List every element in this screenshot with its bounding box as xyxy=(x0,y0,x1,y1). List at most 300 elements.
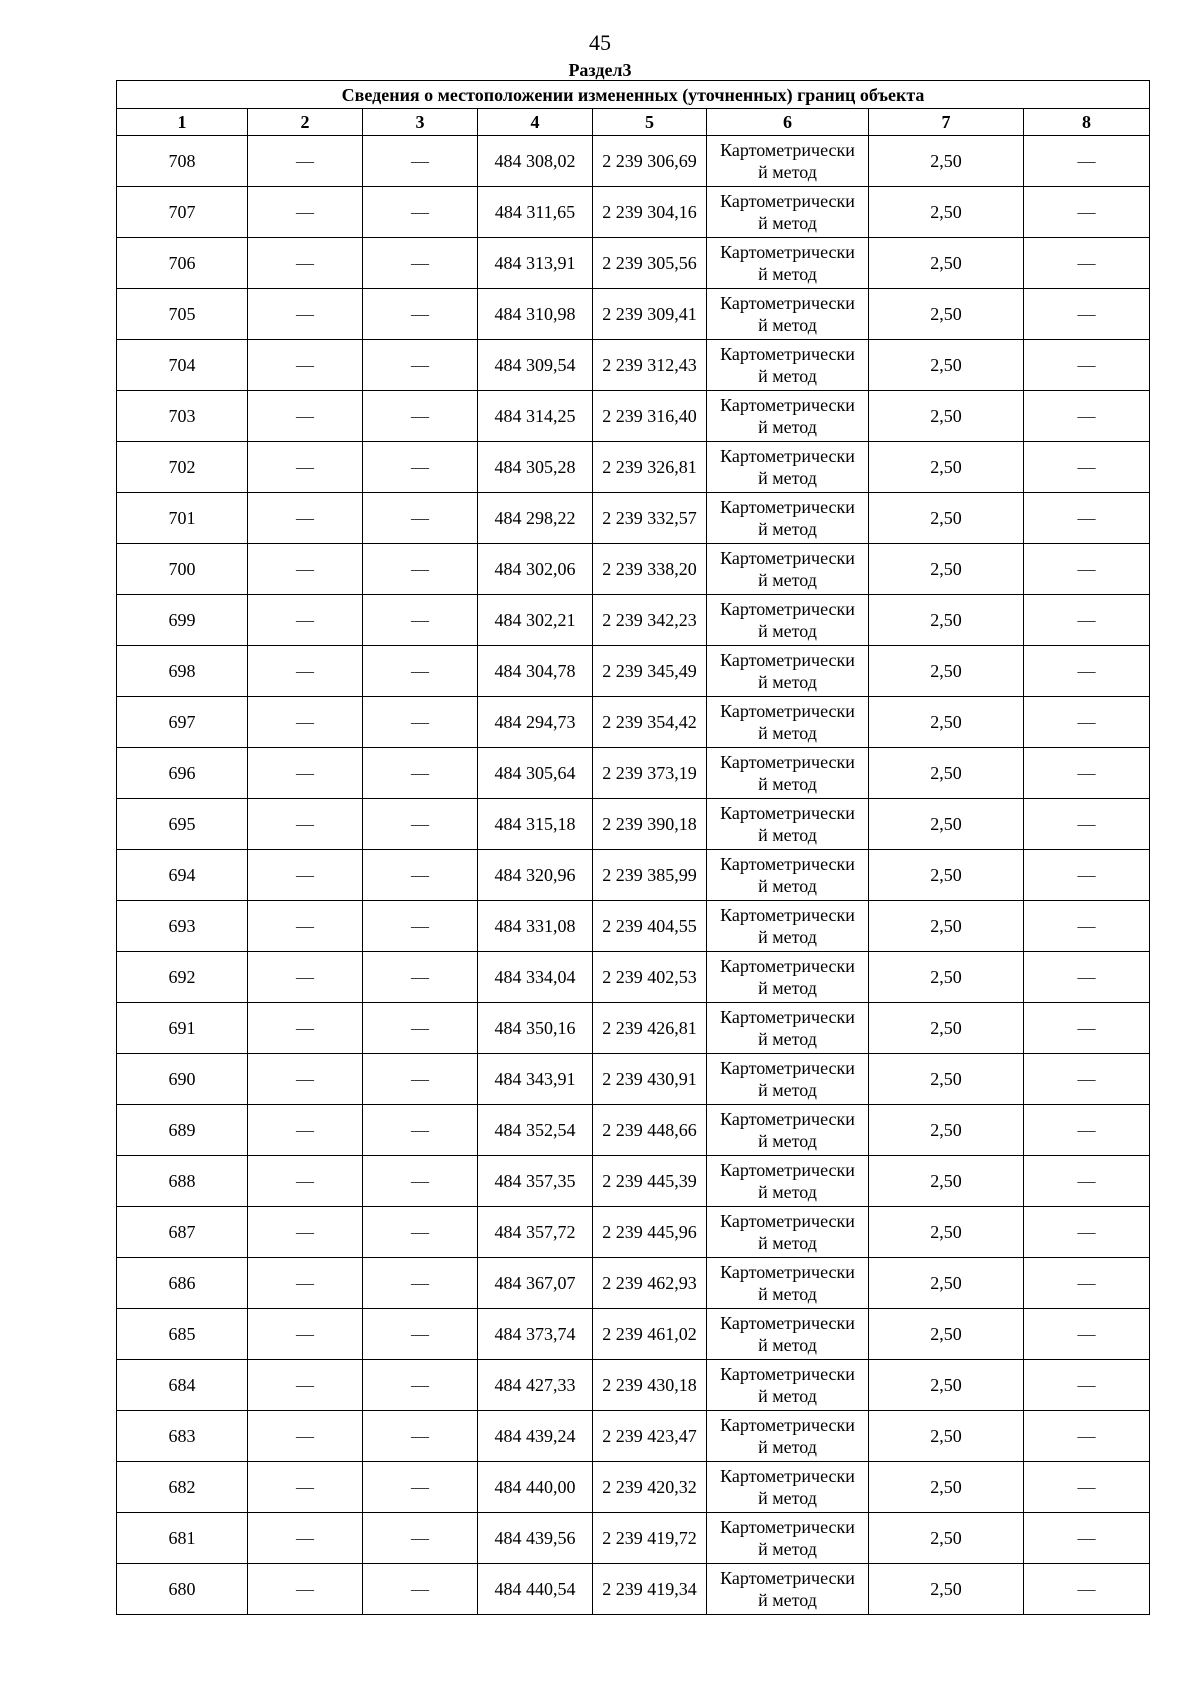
x-coordinate-cell: 484 373,74 xyxy=(478,1309,593,1360)
accuracy-cell: 2,50 xyxy=(869,799,1024,850)
y-coordinate-cell: 2 239 316,40 xyxy=(593,391,707,442)
method-line1: Картометрически xyxy=(720,1517,855,1537)
point-number-cell: 686 xyxy=(117,1258,248,1309)
dash-cell: — xyxy=(248,697,363,748)
method-cell xyxy=(707,289,869,340)
dash-cell: — xyxy=(248,595,363,646)
dash-cell: — xyxy=(1024,1564,1150,1615)
y-coordinate-cell: 2 239 332,57 xyxy=(593,493,707,544)
method-cell xyxy=(707,850,869,901)
dash-cell: — xyxy=(248,1207,363,1258)
dash-cell: — xyxy=(1024,1513,1150,1564)
table-title-row xyxy=(117,81,1150,109)
accuracy-cell: 2,50 xyxy=(869,1003,1024,1054)
dash-cell: — xyxy=(248,1411,363,1462)
method-line2: й метод xyxy=(758,213,817,233)
y-coordinate-cell: 2 239 305,56 xyxy=(593,238,707,289)
dash-cell: — xyxy=(363,1513,478,1564)
x-coordinate-cell: 484 313,91 xyxy=(478,238,593,289)
dash-cell: — xyxy=(1024,799,1150,850)
dash-cell: — xyxy=(363,544,478,595)
table-row xyxy=(117,952,1150,1003)
dash-cell: — xyxy=(363,1360,478,1411)
method-line2: й метод xyxy=(758,1437,817,1457)
point-number-cell: 706 xyxy=(117,238,248,289)
y-coordinate-cell: 2 239 306,69 xyxy=(593,136,707,187)
x-coordinate-cell: 484 305,28 xyxy=(478,442,593,493)
method-line1: Картометрически xyxy=(720,803,855,823)
y-coordinate-cell: 2 239 448,66 xyxy=(593,1105,707,1156)
method-line2: й метод xyxy=(758,723,817,743)
point-number-cell: 681 xyxy=(117,1513,248,1564)
point-number-cell: 691 xyxy=(117,1003,248,1054)
table-row xyxy=(117,544,1150,595)
dash-cell: — xyxy=(363,1258,478,1309)
y-coordinate-cell: 2 239 419,72 xyxy=(593,1513,707,1564)
y-coordinate-cell: 2 239 420,32 xyxy=(593,1462,707,1513)
dash-cell: — xyxy=(1024,391,1150,442)
point-number-cell: 690 xyxy=(117,1054,248,1105)
x-coordinate-cell: 484 352,54 xyxy=(478,1105,593,1156)
dash-cell: — xyxy=(363,901,478,952)
dash-cell: — xyxy=(248,952,363,1003)
y-coordinate-cell: 2 239 404,55 xyxy=(593,901,707,952)
method-line2: й метод xyxy=(758,672,817,692)
y-coordinate-cell: 2 239 312,43 xyxy=(593,340,707,391)
dash-cell: — xyxy=(363,952,478,1003)
dash-cell: — xyxy=(248,1156,363,1207)
method-line1: Картометрически xyxy=(720,1109,855,1129)
method-cell xyxy=(707,1105,869,1156)
dash-cell: — xyxy=(363,238,478,289)
y-coordinate-cell: 2 239 354,42 xyxy=(593,697,707,748)
table-row xyxy=(117,340,1150,391)
method-line1: Картометрически xyxy=(720,956,855,976)
x-coordinate-cell: 484 320,96 xyxy=(478,850,593,901)
point-number-cell: 707 xyxy=(117,187,248,238)
method-line2: й метод xyxy=(758,264,817,284)
accuracy-cell: 2,50 xyxy=(869,1462,1024,1513)
dash-cell: — xyxy=(1024,1462,1150,1513)
point-number-cell: 688 xyxy=(117,1156,248,1207)
x-coordinate-cell: 484 357,35 xyxy=(478,1156,593,1207)
point-number-cell: 695 xyxy=(117,799,248,850)
dash-cell: — xyxy=(1024,442,1150,493)
dash-cell: — xyxy=(363,493,478,544)
dash-cell: — xyxy=(248,646,363,697)
accuracy-cell: 2,50 xyxy=(869,1513,1024,1564)
dash-cell: — xyxy=(248,544,363,595)
dash-cell: — xyxy=(248,1054,363,1105)
method-line2: й метод xyxy=(758,774,817,794)
accuracy-cell: 2,50 xyxy=(869,1207,1024,1258)
method-cell xyxy=(707,1207,869,1258)
dash-cell: — xyxy=(1024,1360,1150,1411)
dash-cell: — xyxy=(248,1564,363,1615)
y-coordinate-cell: 2 239 373,19 xyxy=(593,748,707,799)
dash-cell: — xyxy=(248,289,363,340)
x-coordinate-cell: 484 308,02 xyxy=(478,136,593,187)
method-line2: й метод xyxy=(758,1488,817,1508)
dash-cell: — xyxy=(363,799,478,850)
method-cell xyxy=(707,1360,869,1411)
y-coordinate-cell: 2 239 338,20 xyxy=(593,544,707,595)
table-row xyxy=(117,748,1150,799)
method-cell xyxy=(707,595,869,646)
y-coordinate-cell: 2 239 402,53 xyxy=(593,952,707,1003)
dash-cell: — xyxy=(1024,1411,1150,1462)
dash-cell: — xyxy=(248,850,363,901)
accuracy-cell: 2,50 xyxy=(869,595,1024,646)
method-line2: й метод xyxy=(758,621,817,641)
table-title: Сведения о местоположении измененных (уточненных) границ объекта xyxy=(117,81,1150,109)
x-coordinate-cell: 484 315,18 xyxy=(478,799,593,850)
method-line2: й метод xyxy=(758,366,817,386)
method-line1: Картометрически xyxy=(720,242,855,262)
accuracy-cell: 2,50 xyxy=(869,1258,1024,1309)
method-line2: й метод xyxy=(758,162,817,182)
dash-cell: — xyxy=(363,289,478,340)
x-coordinate-cell: 484 367,07 xyxy=(478,1258,593,1309)
y-coordinate-cell: 2 239 430,91 xyxy=(593,1054,707,1105)
method-line1: Картометрически xyxy=(720,854,855,874)
table-row xyxy=(117,1309,1150,1360)
method-line1: Картометрически xyxy=(720,1466,855,1486)
dash-cell: — xyxy=(1024,340,1150,391)
dash-cell: — xyxy=(363,697,478,748)
method-line1: Картометрически xyxy=(720,497,855,517)
table-row xyxy=(117,697,1150,748)
point-number-cell: 696 xyxy=(117,748,248,799)
method-line1: Картометрически xyxy=(720,1160,855,1180)
x-coordinate-cell: 484 440,54 xyxy=(478,1564,593,1615)
table-row xyxy=(117,1513,1150,1564)
method-line2: й метод xyxy=(758,1233,817,1253)
point-number-cell: 698 xyxy=(117,646,248,697)
accuracy-cell: 2,50 xyxy=(869,289,1024,340)
table-row xyxy=(117,1054,1150,1105)
table-row xyxy=(117,901,1150,952)
dash-cell: — xyxy=(1024,289,1150,340)
dash-cell: — xyxy=(363,340,478,391)
table-row xyxy=(117,595,1150,646)
dash-cell: — xyxy=(363,1462,478,1513)
method-line1: Картометрически xyxy=(720,599,855,619)
method-line2: й метод xyxy=(758,1080,817,1100)
table-row xyxy=(117,1564,1150,1615)
method-cell xyxy=(707,1411,869,1462)
method-line2: й метод xyxy=(758,315,817,335)
accuracy-cell: 2,50 xyxy=(869,748,1024,799)
dash-cell: — xyxy=(248,340,363,391)
accuracy-cell: 2,50 xyxy=(869,391,1024,442)
x-coordinate-cell: 484 439,56 xyxy=(478,1513,593,1564)
accuracy-cell: 2,50 xyxy=(869,1360,1024,1411)
method-cell xyxy=(707,697,869,748)
method-line1: Картометрически xyxy=(720,395,855,415)
dash-cell: — xyxy=(363,646,478,697)
dash-cell: — xyxy=(1024,544,1150,595)
y-coordinate-cell: 2 239 385,99 xyxy=(593,850,707,901)
dash-cell: — xyxy=(1024,850,1150,901)
x-coordinate-cell: 484 427,33 xyxy=(478,1360,593,1411)
page-number: 45 xyxy=(589,30,611,55)
accuracy-cell: 2,50 xyxy=(869,646,1024,697)
table-body xyxy=(117,136,1150,1615)
table-row xyxy=(117,646,1150,697)
method-line1: Картометрически xyxy=(720,650,855,670)
table-row xyxy=(117,850,1150,901)
method-cell xyxy=(707,1003,869,1054)
point-number-cell: 692 xyxy=(117,952,248,1003)
method-cell xyxy=(707,646,869,697)
method-line2: й метод xyxy=(758,1386,817,1406)
method-line1: Картометрически xyxy=(720,905,855,925)
x-coordinate-cell: 484 309,54 xyxy=(478,340,593,391)
x-coordinate-cell: 484 305,64 xyxy=(478,748,593,799)
dash-cell: — xyxy=(248,391,363,442)
dash-cell: — xyxy=(363,850,478,901)
method-cell xyxy=(707,238,869,289)
method-line1: Картометрически xyxy=(720,1058,855,1078)
point-number-cell: 705 xyxy=(117,289,248,340)
table-row xyxy=(117,799,1150,850)
method-line1: Картометрически xyxy=(720,1007,855,1027)
dash-cell: — xyxy=(363,1105,478,1156)
method-cell xyxy=(707,1054,869,1105)
table-row xyxy=(117,442,1150,493)
dash-cell: — xyxy=(1024,901,1150,952)
dash-cell: — xyxy=(248,1462,363,1513)
method-line2: й метод xyxy=(758,1131,817,1151)
y-coordinate-cell: 2 239 304,16 xyxy=(593,187,707,238)
point-number-cell: 694 xyxy=(117,850,248,901)
y-coordinate-cell: 2 239 461,02 xyxy=(593,1309,707,1360)
x-coordinate-cell: 484 311,65 xyxy=(478,187,593,238)
dash-cell: — xyxy=(363,136,478,187)
method-cell xyxy=(707,442,869,493)
accuracy-cell: 2,50 xyxy=(869,1054,1024,1105)
table-row xyxy=(117,1360,1150,1411)
x-coordinate-cell: 484 440,00 xyxy=(478,1462,593,1513)
accuracy-cell: 2,50 xyxy=(869,238,1024,289)
method-cell xyxy=(707,544,869,595)
dash-cell: — xyxy=(1024,646,1150,697)
table-row xyxy=(117,493,1150,544)
dash-cell: — xyxy=(1024,238,1150,289)
y-coordinate-cell: 2 239 390,18 xyxy=(593,799,707,850)
method-cell xyxy=(707,187,869,238)
method-line1: Картометрически xyxy=(720,701,855,721)
method-cell xyxy=(707,1309,869,1360)
dash-cell: — xyxy=(1024,595,1150,646)
dash-cell: — xyxy=(1024,1309,1150,1360)
dash-cell: — xyxy=(1024,952,1150,1003)
table-row xyxy=(117,1003,1150,1054)
dash-cell: — xyxy=(248,1513,363,1564)
dash-cell: — xyxy=(1024,493,1150,544)
dash-cell: — xyxy=(1024,187,1150,238)
table-row xyxy=(117,1258,1150,1309)
point-number-cell: 693 xyxy=(117,901,248,952)
x-coordinate-cell: 484 439,24 xyxy=(478,1411,593,1462)
method-line1: Картометрически xyxy=(720,191,855,211)
method-cell xyxy=(707,1564,869,1615)
dash-cell: — xyxy=(363,391,478,442)
accuracy-cell: 2,50 xyxy=(869,544,1024,595)
column-number: 7 xyxy=(869,109,1024,136)
method-line1: Картометрически xyxy=(720,548,855,568)
method-line2: й метод xyxy=(758,1590,817,1610)
method-line1: Картометрически xyxy=(720,1262,855,1282)
y-coordinate-cell: 2 239 309,41 xyxy=(593,289,707,340)
dash-cell: — xyxy=(248,1258,363,1309)
x-coordinate-cell: 484 298,22 xyxy=(478,493,593,544)
method-line2: й метод xyxy=(758,570,817,590)
accuracy-cell: 2,50 xyxy=(869,1411,1024,1462)
x-coordinate-cell: 484 294,73 xyxy=(478,697,593,748)
dash-cell: — xyxy=(363,442,478,493)
method-line1: Картометрически xyxy=(720,1211,855,1231)
accuracy-cell: 2,50 xyxy=(869,493,1024,544)
accuracy-cell: 2,50 xyxy=(869,697,1024,748)
accuracy-cell: 2,50 xyxy=(869,442,1024,493)
point-number-cell: 684 xyxy=(117,1360,248,1411)
dash-cell: — xyxy=(1024,748,1150,799)
y-coordinate-cell: 2 239 445,39 xyxy=(593,1156,707,1207)
accuracy-cell: 2,50 xyxy=(869,850,1024,901)
dash-cell: — xyxy=(248,442,363,493)
method-line2: й метод xyxy=(758,927,817,947)
method-line2: й метод xyxy=(758,519,817,539)
accuracy-cell: 2,50 xyxy=(869,901,1024,952)
dash-cell: — xyxy=(363,1411,478,1462)
table-row xyxy=(117,391,1150,442)
accuracy-cell: 2,50 xyxy=(869,952,1024,1003)
dash-cell: — xyxy=(1024,1003,1150,1054)
method-cell xyxy=(707,901,869,952)
dash-cell: — xyxy=(1024,1054,1150,1105)
dash-cell: — xyxy=(363,1207,478,1258)
method-line1: Картометрически xyxy=(720,1415,855,1435)
dash-cell: — xyxy=(1024,697,1150,748)
dash-cell: — xyxy=(248,238,363,289)
method-line1: Картометрически xyxy=(720,293,855,313)
method-line2: й метод xyxy=(758,978,817,998)
method-cell xyxy=(707,1156,869,1207)
dash-cell: — xyxy=(248,1309,363,1360)
point-number-cell: 704 xyxy=(117,340,248,391)
y-coordinate-cell: 2 239 462,93 xyxy=(593,1258,707,1309)
point-number-cell: 708 xyxy=(117,136,248,187)
point-number-cell: 685 xyxy=(117,1309,248,1360)
point-number-cell: 703 xyxy=(117,391,248,442)
dash-cell: — xyxy=(248,136,363,187)
method-line2: й метод xyxy=(758,468,817,488)
y-coordinate-cell: 2 239 326,81 xyxy=(593,442,707,493)
x-coordinate-cell: 484 331,08 xyxy=(478,901,593,952)
method-cell xyxy=(707,1513,869,1564)
x-coordinate-cell: 484 302,21 xyxy=(478,595,593,646)
point-number-cell: 701 xyxy=(117,493,248,544)
dash-cell: — xyxy=(363,187,478,238)
point-number-cell: 689 xyxy=(117,1105,248,1156)
method-line1: Картометрически xyxy=(720,1313,855,1333)
dash-cell: — xyxy=(248,748,363,799)
dash-cell: — xyxy=(248,1105,363,1156)
point-number-cell: 699 xyxy=(117,595,248,646)
table-row xyxy=(117,1156,1150,1207)
accuracy-cell: 2,50 xyxy=(869,187,1024,238)
x-coordinate-cell: 484 310,98 xyxy=(478,289,593,340)
method-cell xyxy=(707,952,869,1003)
dash-cell: — xyxy=(1024,1258,1150,1309)
x-coordinate-cell: 484 343,91 xyxy=(478,1054,593,1105)
section-label: Раздел3 xyxy=(568,60,632,80)
table-row xyxy=(117,187,1150,238)
method-cell xyxy=(707,748,869,799)
method-line2: й метод xyxy=(758,417,817,437)
method-line1: Картометрически xyxy=(720,140,855,160)
dash-cell: — xyxy=(1024,1156,1150,1207)
x-coordinate-cell: 484 302,06 xyxy=(478,544,593,595)
point-number-cell: 687 xyxy=(117,1207,248,1258)
y-coordinate-cell: 2 239 445,96 xyxy=(593,1207,707,1258)
y-coordinate-cell: 2 239 419,34 xyxy=(593,1564,707,1615)
x-coordinate-cell: 484 357,72 xyxy=(478,1207,593,1258)
x-coordinate-cell: 484 314,25 xyxy=(478,391,593,442)
dash-cell: — xyxy=(248,187,363,238)
method-cell xyxy=(707,799,869,850)
point-number-cell: 697 xyxy=(117,697,248,748)
method-line2: й метод xyxy=(758,1284,817,1304)
dash-cell: — xyxy=(248,1003,363,1054)
method-line2: й метод xyxy=(758,1539,817,1559)
accuracy-cell: 2,50 xyxy=(869,136,1024,187)
accuracy-cell: 2,50 xyxy=(869,1309,1024,1360)
method-cell xyxy=(707,391,869,442)
point-number-cell: 680 xyxy=(117,1564,248,1615)
y-coordinate-cell: 2 239 345,49 xyxy=(593,646,707,697)
column-number: 8 xyxy=(1024,109,1150,136)
table-row xyxy=(117,1105,1150,1156)
method-cell xyxy=(707,340,869,391)
method-line2: й метод xyxy=(758,1029,817,1049)
method-line1: Картометрически xyxy=(720,752,855,772)
dash-cell: — xyxy=(363,1156,478,1207)
dash-cell: — xyxy=(1024,1105,1150,1156)
method-line1: Картометрически xyxy=(720,446,855,466)
point-number-cell: 700 xyxy=(117,544,248,595)
y-coordinate-cell: 2 239 430,18 xyxy=(593,1360,707,1411)
method-line1: Картометрически xyxy=(720,344,855,364)
y-coordinate-cell: 2 239 423,47 xyxy=(593,1411,707,1462)
column-number: 5 xyxy=(593,109,707,136)
table-row xyxy=(117,1207,1150,1258)
table-row xyxy=(117,289,1150,340)
method-line2: й метод xyxy=(758,1335,817,1355)
method-cell xyxy=(707,136,869,187)
dash-cell: — xyxy=(363,1003,478,1054)
dash-cell: — xyxy=(363,1564,478,1615)
table-row xyxy=(117,136,1150,187)
point-number-cell: 682 xyxy=(117,1462,248,1513)
column-number: 3 xyxy=(363,109,478,136)
method-line2: й метод xyxy=(758,1182,817,1202)
dash-cell: — xyxy=(363,748,478,799)
dash-cell: — xyxy=(363,595,478,646)
y-coordinate-cell: 2 239 342,23 xyxy=(593,595,707,646)
